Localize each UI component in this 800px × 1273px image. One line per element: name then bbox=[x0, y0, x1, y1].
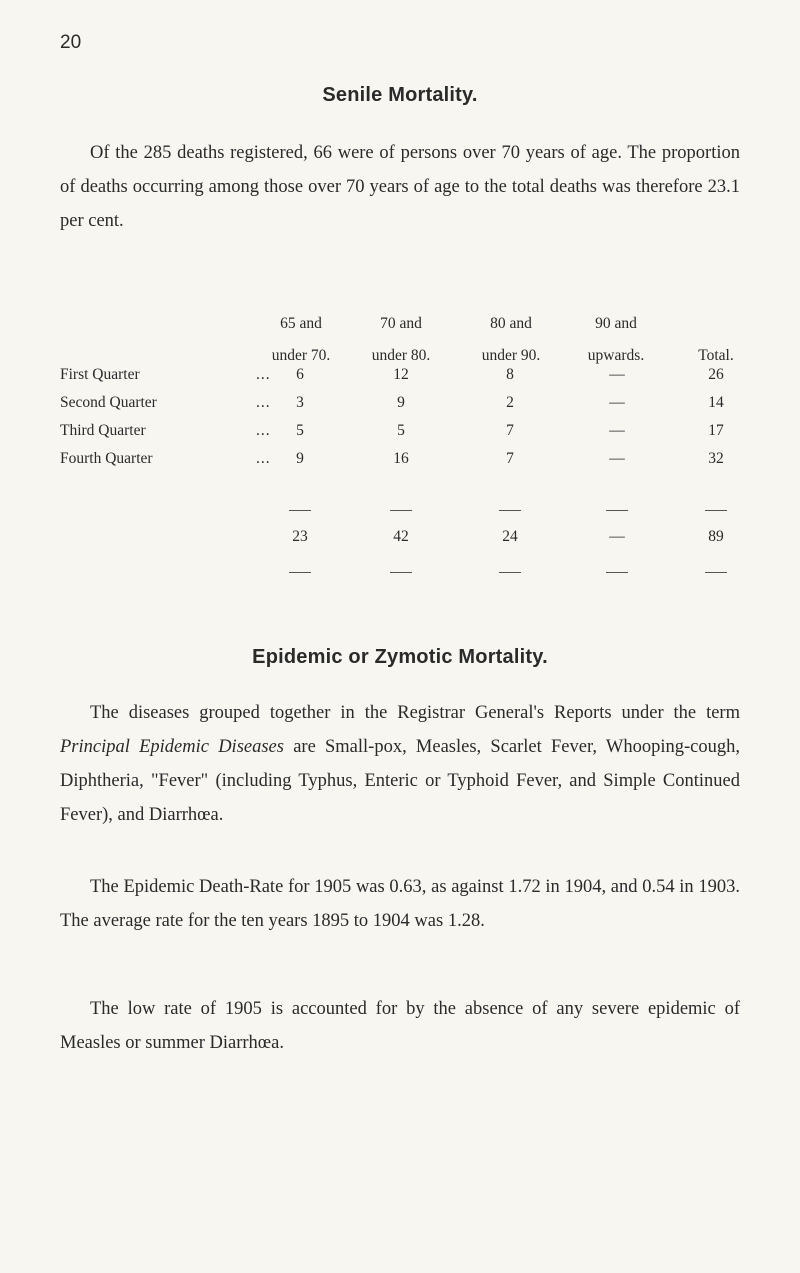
table-cell: — bbox=[609, 394, 625, 411]
table-cell: 26 bbox=[708, 366, 724, 383]
column-header-total: Total. bbox=[698, 347, 734, 364]
leader-dots: ... bbox=[256, 450, 271, 467]
total-cell: — bbox=[609, 528, 625, 545]
table-cell: 8 bbox=[506, 366, 514, 383]
leader-dots: ... bbox=[256, 422, 271, 439]
page-number: 20 bbox=[60, 32, 82, 53]
table-cell: — bbox=[609, 366, 625, 383]
row-label: Fourth Quarter bbox=[60, 450, 153, 467]
divider-rule bbox=[390, 572, 412, 573]
table-row bbox=[60, 422, 750, 450]
leader-dots: ... bbox=[256, 394, 271, 411]
divider-rule bbox=[289, 572, 311, 573]
table-row bbox=[60, 394, 750, 422]
column-header-65-70: 65 and under 70. bbox=[271, 315, 331, 364]
total-cell: 24 bbox=[502, 528, 518, 545]
table-cell: 12 bbox=[393, 366, 409, 383]
total-cell: 23 bbox=[292, 528, 308, 545]
table-cell: 16 bbox=[393, 450, 409, 467]
column-header-90-upwards: 90 and upwards. bbox=[587, 315, 645, 364]
divider-rule bbox=[606, 572, 628, 573]
divider-rule bbox=[705, 572, 727, 573]
table-row bbox=[60, 366, 750, 394]
row-label: First Quarter bbox=[60, 366, 140, 383]
column-header-80-90: 80 and under 90. bbox=[481, 315, 541, 364]
table-cell: 3 bbox=[296, 394, 304, 411]
row-label: Second Quarter bbox=[60, 394, 157, 411]
table-cell: 9 bbox=[397, 394, 405, 411]
table-row bbox=[60, 450, 750, 478]
table-cell: 7 bbox=[506, 422, 514, 439]
table-cell: 2 bbox=[506, 394, 514, 411]
table-cell: — bbox=[609, 422, 625, 439]
divider-rule bbox=[499, 510, 521, 511]
table-cell: 14 bbox=[708, 394, 724, 411]
principal-epidemic-diseases-term: Principal Epidemic Diseases bbox=[60, 737, 284, 757]
divider-rule bbox=[606, 510, 628, 511]
table-cell: 32 bbox=[708, 450, 724, 467]
divider-rule bbox=[705, 510, 727, 511]
divider-rule bbox=[390, 510, 412, 511]
epidemic-diseases-paragraph: The diseases grouped together in the Registrar General's Reports under the term Principal Epidemic Diseases are Small-pox, Measles, Scarlet Fever, Whooping-cough, Diphtheria, "Fever" (including Typhus, Enteric or Typhoid Fever, and Simple Continued Fever), and Diarrhœa. bbox=[60, 703, 740, 825]
table-totals-row bbox=[60, 528, 750, 556]
section-heading-senile-mortality: Senile Mortality. bbox=[322, 84, 478, 106]
total-cell: 42 bbox=[393, 528, 409, 545]
table-cell: 5 bbox=[397, 422, 405, 439]
senile-mortality-paragraph: Of the 285 deaths registered, 66 were of persons over 70 years of age. The proportion of deaths occurring among those over 70 years of age to the total deaths was therefore 23.1 per cent. bbox=[60, 143, 740, 231]
column-header-70-80: 70 and under 80. bbox=[371, 315, 431, 364]
row-label: Third Quarter bbox=[60, 422, 146, 439]
table-cell: 6 bbox=[296, 366, 304, 383]
table-cell: 9 bbox=[296, 450, 304, 467]
table-cell: 7 bbox=[506, 450, 514, 467]
table-cell: — bbox=[609, 450, 625, 467]
section-heading-epidemic-mortality: Epidemic or Zymotic Mortality. bbox=[252, 646, 548, 668]
divider-rule bbox=[499, 572, 521, 573]
low-rate-paragraph: The low rate of 1905 is accounted for by the absence of any severe epidemic of Measles or summer Diarrhœa. bbox=[60, 999, 740, 1053]
table-cell: 5 bbox=[296, 422, 304, 439]
table-cell: 17 bbox=[708, 422, 724, 439]
epidemic-death-rate-paragraph: The Epidemic Death-Rate for 1905 was 0.63, as against 1.72 in 1904, and 0.54 in 1903. The average rate for the ten years 1895 to 1904 was 1.28. bbox=[60, 877, 740, 931]
total-cell: 89 bbox=[708, 528, 724, 545]
divider-rule bbox=[289, 510, 311, 511]
leader-dots: ... bbox=[256, 366, 271, 383]
